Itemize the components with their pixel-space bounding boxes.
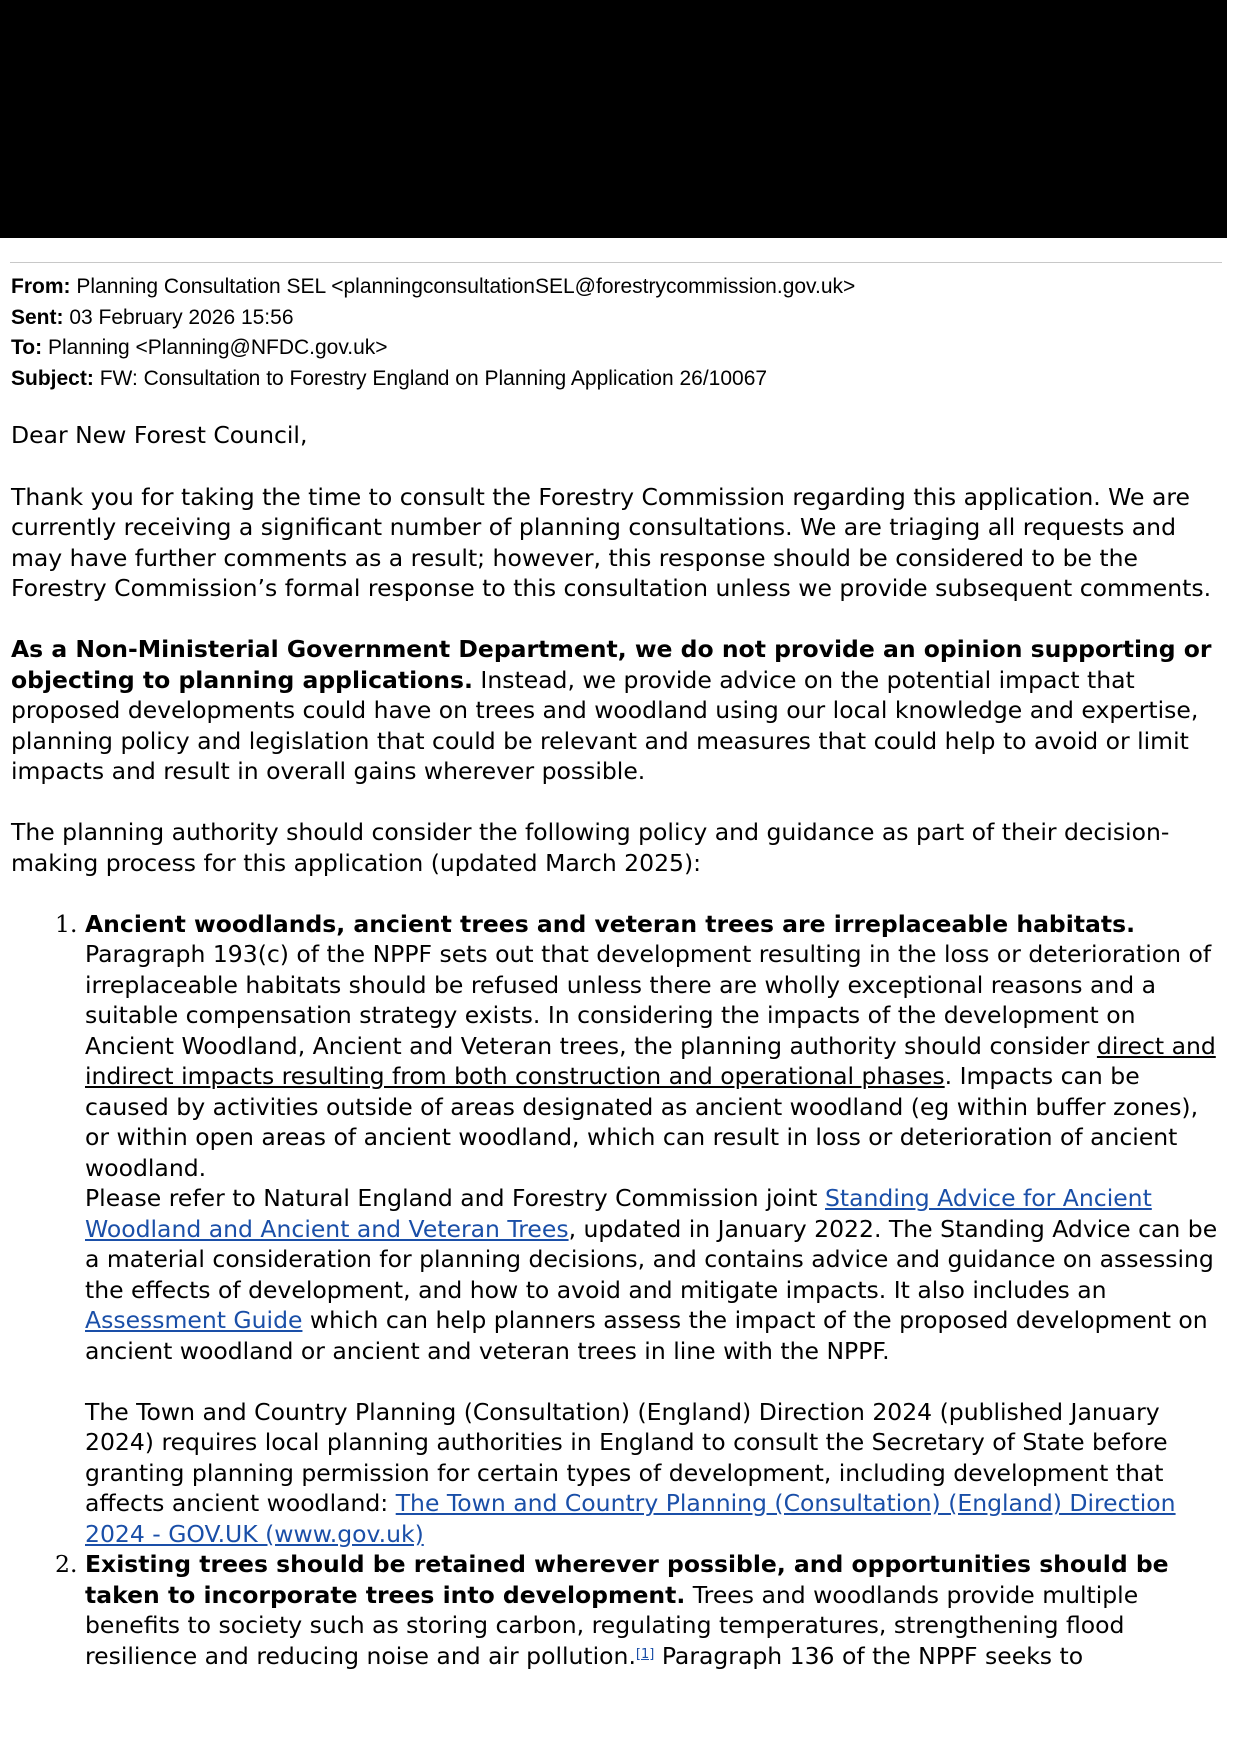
item1-text-a: Paragraph 193(c) of the NPPF sets out that development resulting in the loss or deterioration of irreplaceable habitats should be refused unless there are wholly exceptional reasons and a suitable compensation strategy exists. In considering the impacts of the development on Ancient Woodland, Ancient and Veteran trees, the planning authority should consider bbox=[85, 940, 1212, 1060]
sent-value: 03 February 2026 15:56 bbox=[69, 305, 294, 329]
list-item bbox=[11, 909, 1223, 1550]
sent-row bbox=[11, 303, 1221, 334]
item2-paragraph bbox=[85, 1549, 1223, 1671]
list-number: 2. bbox=[55, 1550, 78, 1578]
policy-position-text: Instead, we provide advice on the potential impact that proposed developments could have on trees and woodland using our local knowledge and expertise, planning policy and legislation that could be relevant and measures that could help to avoid or limit impacts and result in overall gains wherever possible. bbox=[11, 665, 1199, 785]
subject-row bbox=[11, 364, 1221, 395]
item1-bold: Ancient woodlands, ancient trees and veteran trees are irreplaceable habitats. bbox=[85, 909, 1136, 938]
direction-2024-link[interactable]: The Town and Country Planning (Consultation) (England) Direction 2024 - GOV.UK (www.gov.uk) bbox=[85, 1489, 1176, 1548]
to-row bbox=[11, 333, 1221, 364]
list-number: 1. bbox=[55, 909, 78, 938]
item2-bold: Existing trees should be retained wherever possible, and opportunities should be taken to incorporate trees into development. bbox=[85, 1550, 1169, 1609]
paragraph-intro: Thank you for taking the time to consult the Forestry Commission regarding this application. We are currently receiving a significant number of planning consultations. We are triaging all requests and may have further comments as a result; however, this response should be considered to be the Forestry Commission’s formal response to this consultation unless we provide subsequent comments. bbox=[11, 482, 1212, 602]
item1-text-f: The Town and Country Planning (Consultation) (England) Direction 2024 (published January 2024) requires local planning authorities in England to consult the Secretary of State before granting planning permission for certain types of development, including development that affects ancient woodland: bbox=[85, 1397, 1168, 1517]
item2-text-a: Trees and woodlands provide multiple benefits to society such as storing carbon, regulating temperatures, strengthening flood resilience and reducing noise and air pollution. bbox=[85, 1580, 1139, 1670]
spacer bbox=[85, 1366, 1223, 1397]
standing-advice-link[interactable]: Standing Advice for Ancient Woodland and Ancient and Veteran Trees bbox=[85, 1184, 1152, 1243]
item1-text-b: . Impacts can be caused by activities outside of areas designated as ancient woodland (eg within buffer zones), or within open areas of ancient woodland, which can result in loss or deterioration of ancient woodland. bbox=[85, 1062, 1199, 1182]
sent-label: Sent: bbox=[11, 305, 64, 329]
subject-value: FW: Consultation to Forestry England on Planning Application 26/10067 bbox=[99, 366, 768, 390]
footnote-link[interactable]: [1] bbox=[635, 1646, 655, 1662]
footnote-ref[interactable] bbox=[636, 1647, 654, 1662]
item2-text-b: Paragraph 136 of the NPPF seeks to bbox=[654, 1641, 1084, 1670]
item1-standing-advice bbox=[85, 1183, 1223, 1366]
item1-text-c: Please refer to Natural England and Forestry Commission joint bbox=[85, 1184, 825, 1212]
email-body bbox=[11, 420, 1223, 1671]
from-label: From: bbox=[11, 275, 71, 298]
to-label: To: bbox=[11, 336, 43, 359]
from-row bbox=[11, 272, 1221, 303]
policy-list bbox=[11, 909, 1223, 1672]
list-item bbox=[11, 1549, 1223, 1671]
item1-text-d: , updated in January 2022. The Standing Advice can be a material consideration for planning decisions, and contains advice and guidance on assessing the effects of development, and how to avoid and mitigate impacts. It also includes an bbox=[85, 1214, 1218, 1304]
subject-label: Subject: bbox=[11, 366, 94, 390]
paragraph-policy-position bbox=[11, 634, 1223, 787]
paragraph-guidance-intro: The planning authority should consider the following policy and guidance as part of their decision-making process for this application (updated March 2025): bbox=[11, 818, 1170, 877]
to-value: Planning <Planning@NFDC.gov.uk> bbox=[47, 336, 388, 359]
redaction-block bbox=[0, 0, 1227, 238]
policy-position-bold: As a Non-Ministerial Government Department, we do not provide an opinion supporting or objecting to planning applications. bbox=[11, 635, 1212, 694]
header-divider bbox=[10, 262, 1222, 263]
item1-underlined: direct and indirect impacts resulting from both construction and operational phases bbox=[85, 1031, 1216, 1090]
item1-direction bbox=[85, 1397, 1223, 1550]
greeting: Dear New Forest Council, bbox=[11, 421, 308, 449]
assessment-guide-link[interactable]: Assessment Guide bbox=[85, 1306, 303, 1334]
email-header bbox=[11, 272, 1221, 394]
item1-text-e: which can help planners assess the impact of the proposed development on ancient woodland or ancient and veteran trees in line with the NPPF. bbox=[85, 1306, 1208, 1365]
item1-paragraph bbox=[85, 909, 1223, 1184]
from-value: Planning Consultation SEL <planningconsultationSEL@forestrycommission.gov.uk> bbox=[76, 275, 856, 298]
